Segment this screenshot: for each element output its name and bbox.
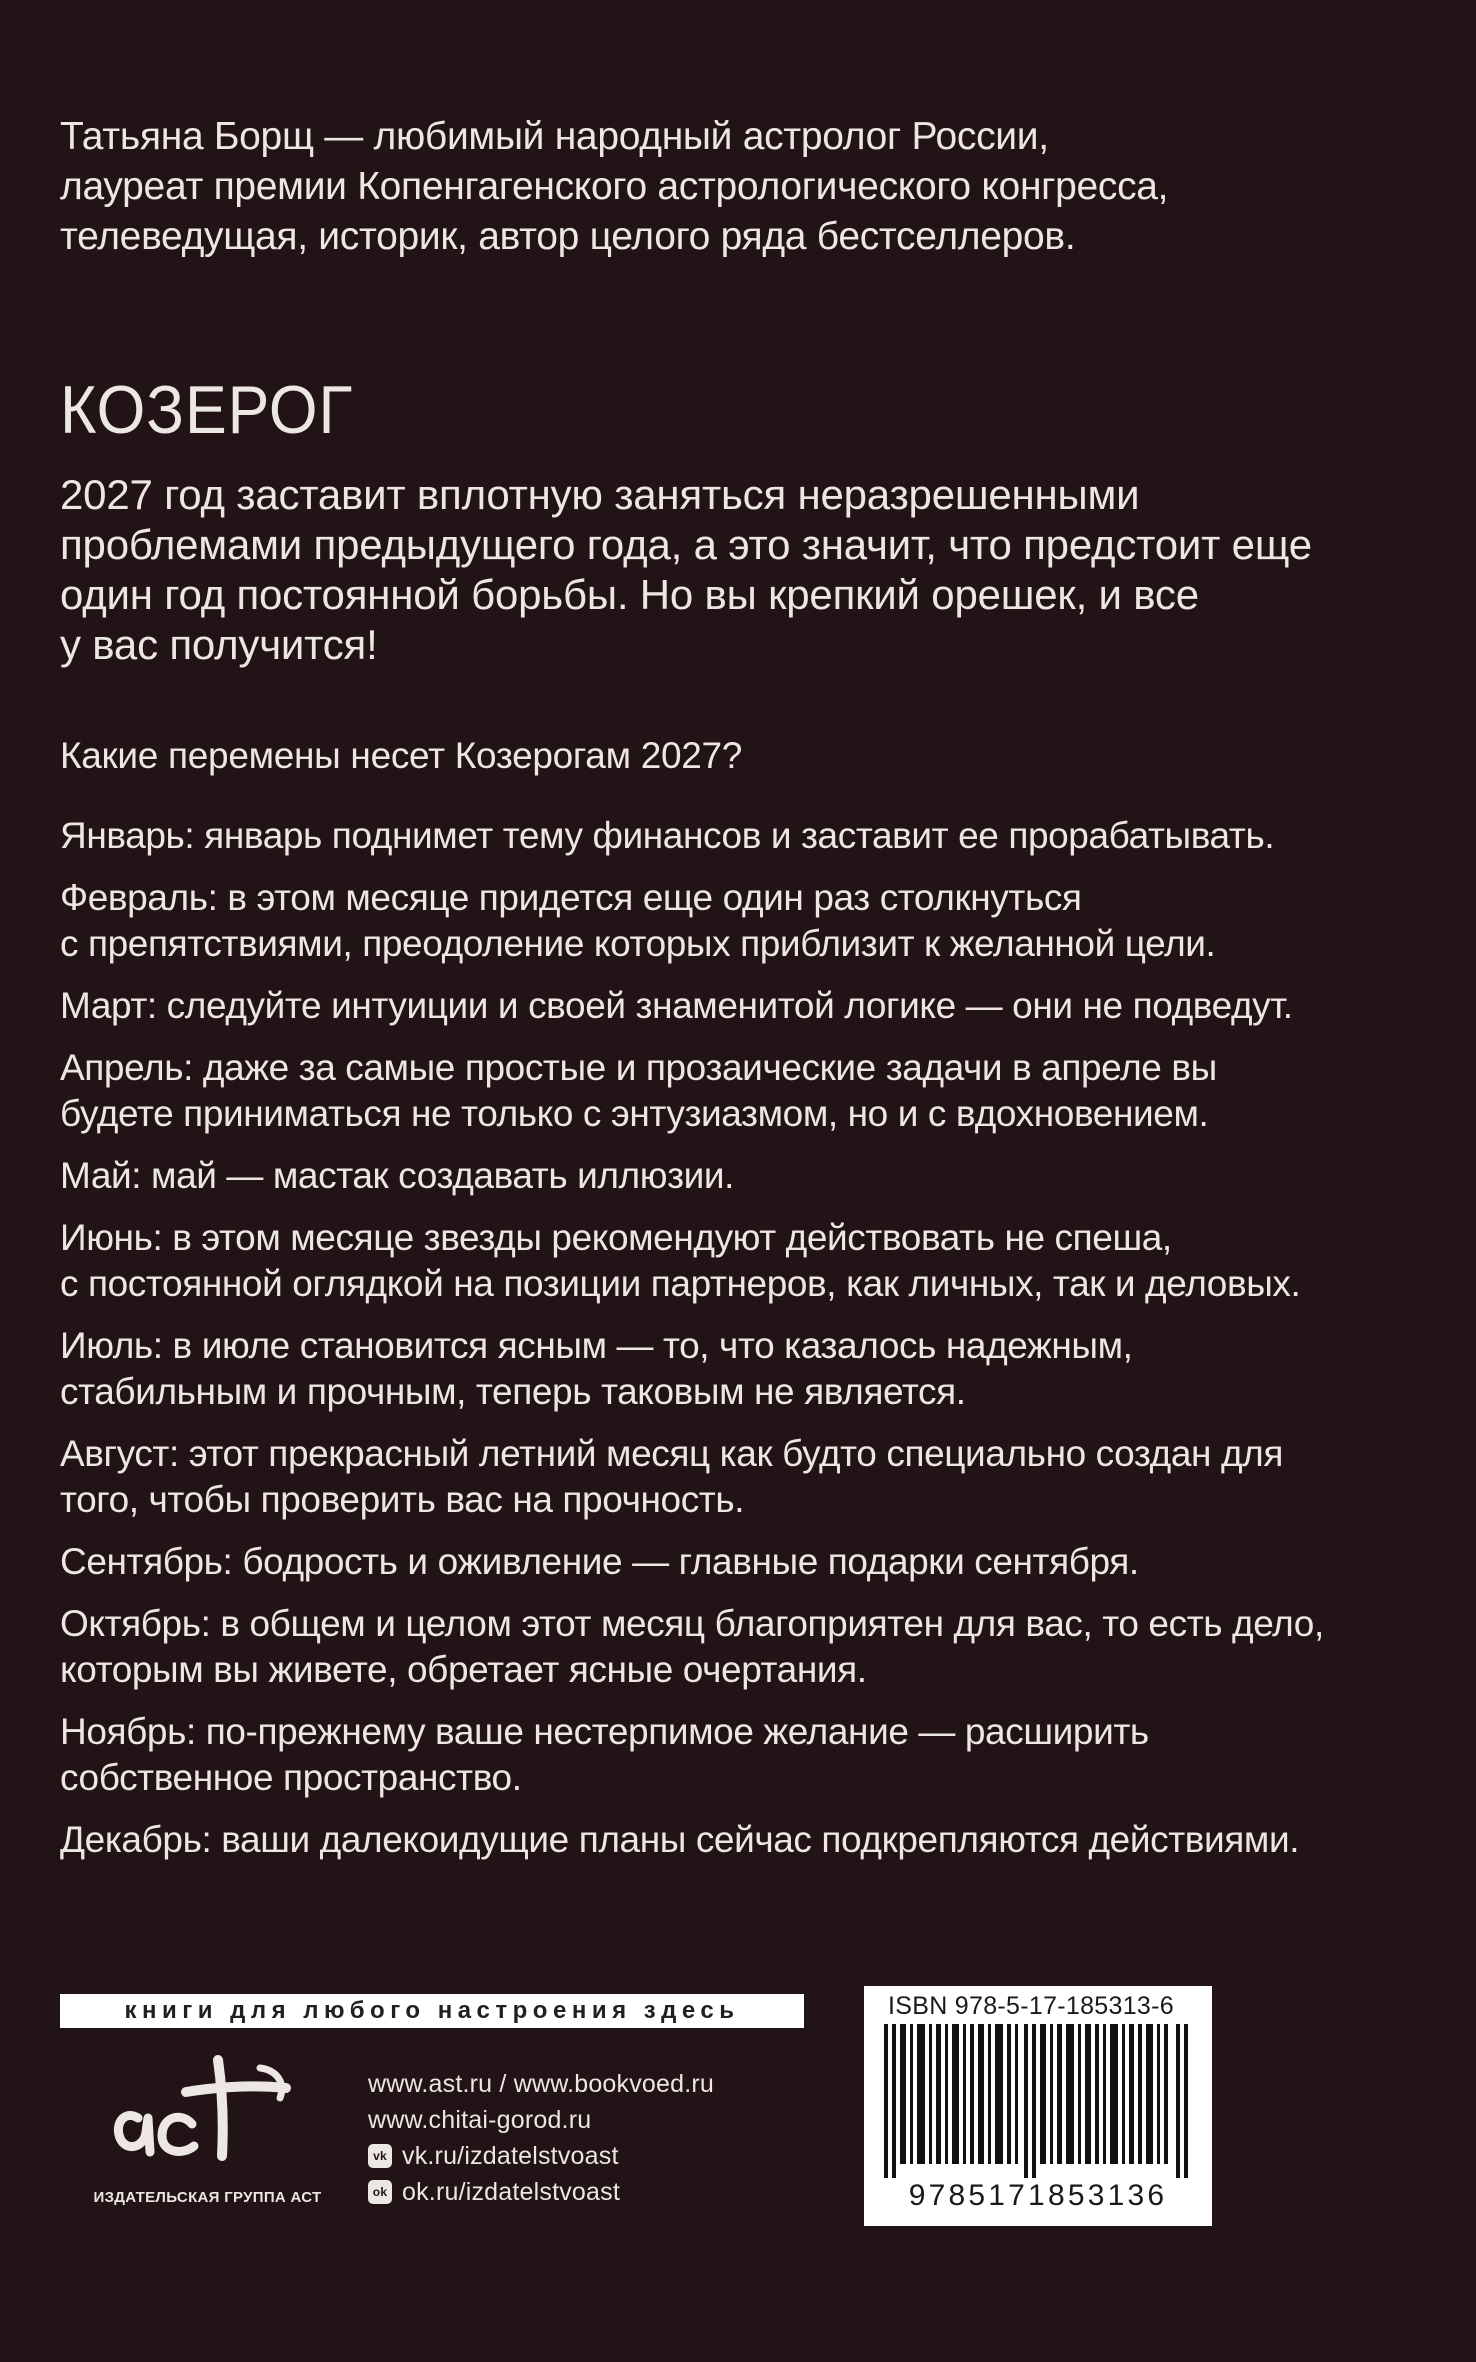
intro-line: проблемами предыдущего года, а это значит, что предстоит еще — [60, 521, 1312, 568]
vk-link[interactable]: vk.ru/izdatelstvoast — [402, 2142, 619, 2170]
month-forecast — [60, 1215, 1420, 1307]
website-link-row — [368, 2102, 714, 2138]
month-forecast — [60, 875, 1420, 967]
author-bio — [60, 112, 1390, 262]
month-forecast-line: Апрель: даже за самые простые и прозаические задачи в апреле вы — [60, 1047, 1217, 1088]
month-forecast-line: Март: следуйте интуиции и своей знаменитой логике — они не подведут. — [60, 985, 1293, 1026]
month-forecast — [60, 1709, 1420, 1801]
website-links — [368, 2066, 714, 2102]
ean-digits: 9785171853136 — [908, 2179, 1168, 2212]
month-forecast-line: с постоянной оглядкой на позиции партнеров, как личных, так и деловых. — [60, 1263, 1301, 1304]
website-link-text[interactable]: www.chitai-gorod.ru — [368, 2106, 592, 2134]
intro-line: 2027 год заставит вплотную заняться неразрешенными — [60, 471, 1140, 518]
ok-link[interactable]: ok.ru/izdatelstvoast — [402, 2178, 620, 2206]
month-forecast-line: с препятствиями, преодоление которых приблизит к желанной цели. — [60, 923, 1216, 964]
month-forecast-line: собственное пространство. — [60, 1757, 522, 1798]
month-forecast-line: которым вы живете, обретает ясные очертания. — [60, 1649, 867, 1690]
month-forecast-line: Май: май — мастак создавать иллюзии. — [60, 1155, 735, 1196]
month-forecast-line: Июнь: в этом месяце звезды рекомендуют действовать не спеша, — [60, 1217, 1172, 1258]
barcode-bars — [884, 2024, 1192, 2178]
month-forecast-line: Февраль: в этом месяце придется еще один раз столкнуться — [60, 877, 1082, 918]
isbn-barcode — [864, 1986, 1212, 2226]
publisher-name: ИЗДАТЕЛЬСКАЯ ГРУППА АСТ — [93, 2189, 322, 2206]
month-forecast — [60, 1045, 1420, 1137]
month-forecast — [60, 1539, 1420, 1585]
intro-line: у вас получится! — [60, 621, 378, 668]
author-bio-line: лауреат премии Копенгагенского астрологического конгресса, — [60, 165, 1169, 208]
ok-link-row — [368, 2174, 714, 2210]
author-bio-line: Татьяна Борщ — любимый народный астролог России, — [60, 115, 1049, 158]
month-forecast — [60, 1817, 1420, 1863]
zodiac-sign-title: КОЗЕРОГ — [60, 372, 354, 448]
month-forecast-line: Январь: январь поднимет тему финансов и заставит ее прорабатывать. — [60, 815, 1275, 856]
month-forecast — [60, 1153, 1420, 1199]
month-forecast-line: будете приниматься не только с энтузиазмом, но и с вдохновением. — [60, 1093, 1209, 1134]
website-link-text[interactable]: www.ast.ru / www.bookvoed.ru — [368, 2070, 715, 2098]
vk-link-row — [368, 2138, 714, 2174]
month-forecast-line: Июль: в июле становится ясным — то, что казалось надежным, — [60, 1325, 1133, 1366]
slogan-banner: книги для любого настроения здесь — [60, 1994, 804, 2028]
month-forecast-list — [60, 813, 1420, 1879]
month-forecast-line: Ноябрь: по-прежнему ваше нестерпимое желание — расширить — [60, 1711, 1149, 1752]
author-bio-line: телеведущая, историк, автор целого ряда бестселлеров. — [60, 215, 1076, 258]
ok-icon: ok — [368, 2180, 392, 2204]
month-forecast — [60, 1601, 1420, 1693]
month-forecast-line: Сентябрь: бодрость и оживление — главные подарки сентября. — [60, 1541, 1139, 1582]
intro-text — [60, 470, 1400, 670]
question-heading: Какие перемены несет Козерогам 2027? — [60, 735, 743, 776]
month-forecast — [60, 1431, 1420, 1523]
publisher-links — [368, 2066, 714, 2210]
month-forecast — [60, 1323, 1420, 1415]
month-forecast-line: Август: этот прекрасный летний месяц как будто специально создан для — [60, 1433, 1283, 1474]
month-forecast-line: Октябрь: в общем и целом этот месяц благоприятен для вас, то есть дело, — [60, 1603, 1324, 1644]
month-forecast-line: Декабрь: ваши далекоидущие планы сейчас подкрепляются действиями. — [60, 1819, 1300, 1860]
isbn-number: ISBN 978-5-17-185313-6 — [888, 1992, 1174, 2020]
ast-logo — [110, 2048, 300, 2168]
month-forecast — [60, 983, 1420, 1029]
month-forecast-line: стабильным и прочным, теперь таковым не является. — [60, 1371, 966, 1412]
intro-line: один год постоянной борьбы. Но вы крепкий орешек, и все — [60, 571, 1199, 618]
vk-icon: vk — [368, 2144, 392, 2168]
month-forecast-line: того, чтобы проверить вас на прочность. — [60, 1479, 745, 1520]
month-forecast — [60, 813, 1420, 859]
